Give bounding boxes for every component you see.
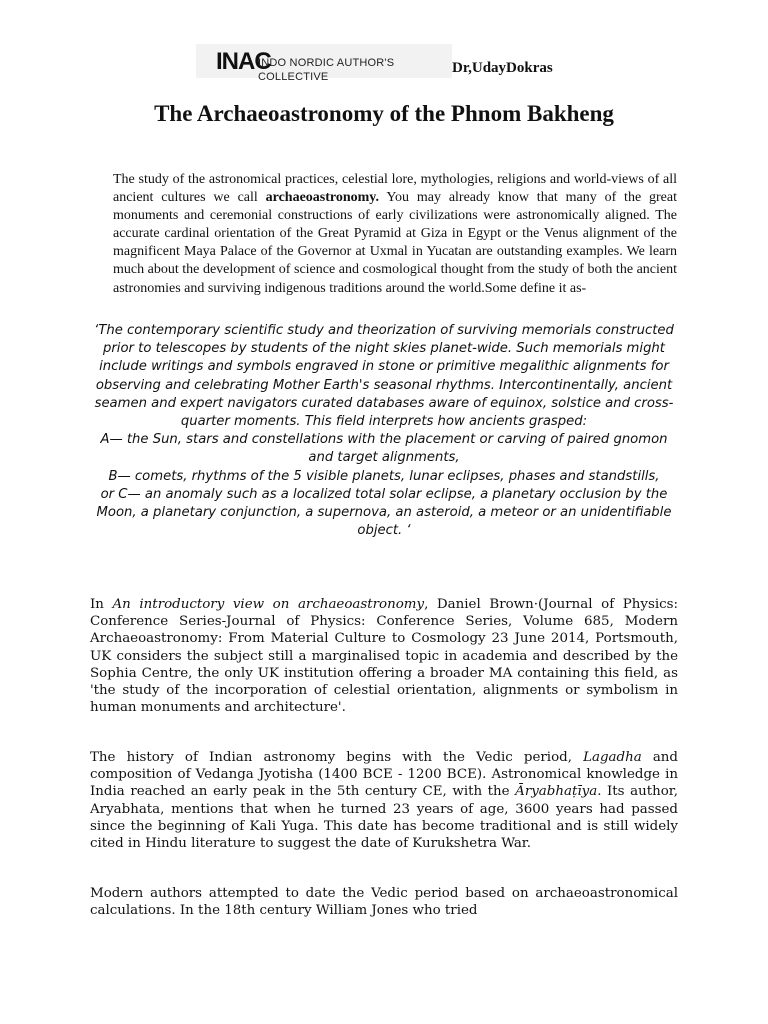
para1-italic-title: An introductory view on archaeoastronomy	[112, 597, 425, 612]
para3-text: Modern authors attempted to date the Vedic period based on archaeoastronomical calculations. In the 18th century William Jones who tried	[90, 886, 678, 919]
quote-main: ‘The contemporary scientific study and theorization of surviving memorials constructed prior to telescopes by students of the night skies planet-wide. Such memorials might include writings and symbols engraved in stone or primitive megalithic alignments for observing and celebrating Mother Earth's seasonal rhythms. Intercontinentally, ancient seamen and expert navigators curated databases aware of equinox, solstice and cross-quarter moments. This field interprets how ancients grasped:	[94, 323, 674, 430]
page-title: The Archaeoastronomy of the Phnom Bakheng	[154, 101, 614, 126]
para2-mid: and composition of Vedanga Jyotisha (1400 BCE - 1200 BCE). Astronomical knowledge in India reached an early peak in the 5th century CE, with the	[90, 750, 679, 800]
intro-text-end: You may already know that many of the great monuments and ceremonial constructions of early civilizations were astronomically aligned. The accurate cardinal orientation of the Great Pyramid at Giza in Egypt or the Venus alignment of the magnificent Maya Palace of the Governor at Uxmal in Yucatan are outstanding examples. We learn much about the development of science and cosmological thought from the study of both the ancient astronomies and surviving indigenous traditions around the world.Some define it as-	[113, 190, 677, 296]
para2-lead: The history of Indian astronomy begins with the Vedic period,	[90, 750, 584, 765]
paragraph-modern-authors	[90, 885, 678, 919]
publisher-logo	[196, 44, 452, 83]
definition-quote	[94, 322, 674, 540]
paragraph-indian-astronomy	[90, 749, 678, 852]
paragraph-brown	[90, 596, 678, 716]
quote-item-b: B— comets, rhythms of the 5 visible planets, lunar eclipses, phases and standstills,	[108, 468, 660, 484]
intro-text-start: The study of the astronomical practices, celestial lore, mythologies, religions and world-views of all ancient cultures we call	[113, 172, 677, 206]
para1-lead: In	[90, 597, 113, 612]
para2-italic-lagadha: Lagadha	[583, 750, 642, 765]
author-name: Dr,UdayDokras	[452, 60, 553, 76]
quote-item-c: or C— an anomaly such as a localized total solar eclipse, a planetary occlusion by the Moon, a planetary conjunction, a supernova, an asteroid, a meteor or an unidentifiable object. ‘	[96, 486, 672, 539]
para1-rest: , Daniel Brown·(Journal of Physics: Conference Series-Journal of Physics: Conference Series, Volume 685, Modern Archaeoastronomy: From Material Culture to Cosmology 23 June 2014, Portsmouth, UK considers the subject still a marginalised topic in academia and described by the Sophia Centre, the only UK institution offering a broader MA containing this field, as 'the study of the incorporation of celestial orientation, alignments or symbolism in human monuments and architecture'.	[90, 597, 678, 716]
intro-paragraph	[113, 171, 677, 298]
para2-italic-aryabhatiya: Āryabhaṭīya	[515, 784, 598, 800]
logo-text: INDO NORDIC AUTHOR'S COLLECTIVE	[258, 57, 395, 83]
quote-item-a: A— the Sun, stars and constellations with the placement or carving of paired gnomon and target alignments,	[100, 432, 668, 466]
logo-mark: INAC	[216, 48, 271, 75]
para2-rest: . Its author, Aryabhata, mentions that when he turned 23 years of age, 3600 years had passed since the beginning of Kali Yuga. This date has become traditional and is still widely cited in Hindu literature to suggest the date of Kurukshetra War.	[90, 784, 678, 852]
document-header	[196, 44, 616, 83]
intro-bold-term: archaeoastronomy.	[265, 190, 380, 206]
